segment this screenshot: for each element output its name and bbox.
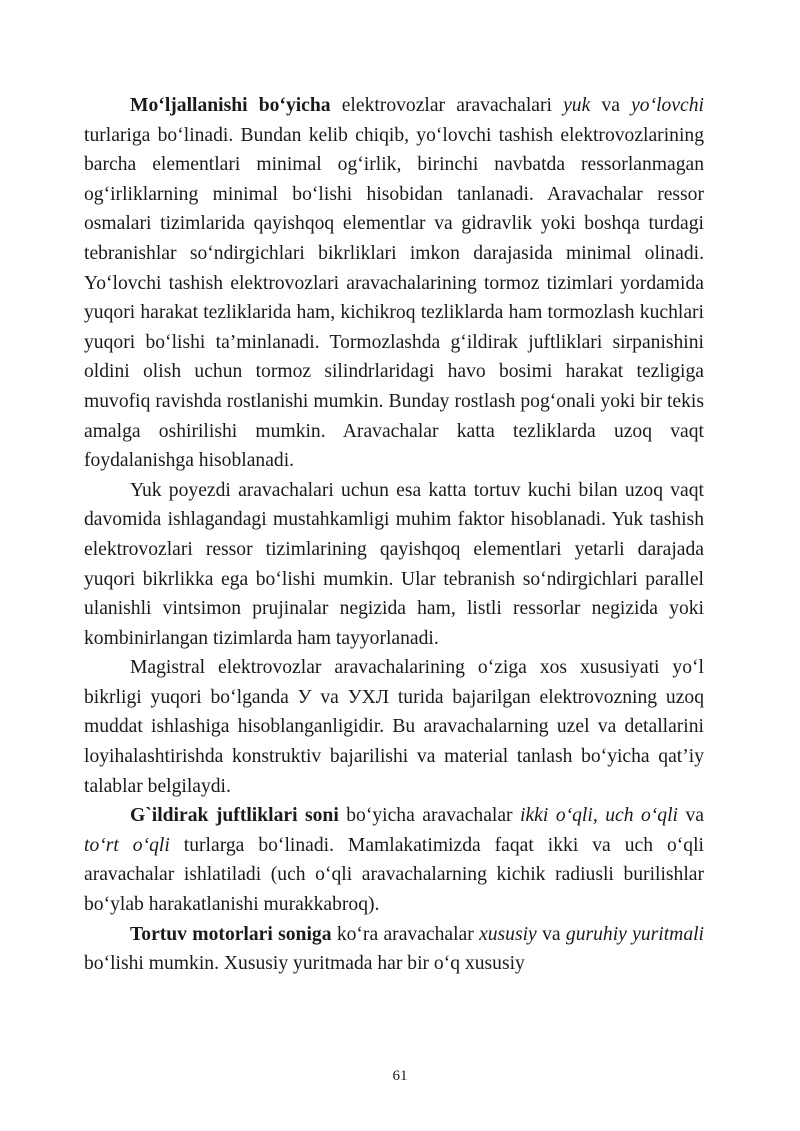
text-run: va [678,805,704,827]
text-run: bo‘lishi mumkin. Xususiy yuritmada har bir o‘q xususiy [84,953,525,975]
term-purpose: Mo‘ljallanishi bo‘yicha [130,95,331,116]
text-run: va [590,95,632,116]
page-body [84,91,704,979]
text-run: bo‘yicha aravachalar [338,805,521,827]
text-run: va [536,923,566,945]
text-run: Yuk poyezdi aravachalari uchun esa katta tortuv kuchi bilan uzoq vaqt davomida ishlagandagi mustahkamligi muhim faktor hisoblanadi. Yuk tashish elektrovozlari ressor tizimlarining qayishqoq elementlari yetarli darajada yuqori bikrlikka ega bo‘lishi mumkin. Ular tebranish so‘ndirgichlari parallel ulanishli vintsimon prujinalar negizida ham, listli ressorlar negizida yoki kombinirlangan tizimlarda ham tayyorlanadi. [84,479,704,649]
paragraph-freight-bogies [84,476,704,654]
term-four-axle: to‘rt o‘qli [84,834,170,856]
term-group-drive: guruhiy yuritmali [565,923,705,945]
paragraph-purpose [84,91,704,476]
term-individual: xususiy [479,923,537,945]
page-number: 61 [392,1068,408,1084]
term-axle-types: ikki o‘qli, uch o‘qli [520,805,678,827]
text-run: Magistral elektrovozlar aravachalarining o‘ziga xos xususiyati yo‘l bikrligi yuqori bo‘lganda У va УХЛ turida bajarilgan elektrovozning uzoq muddat ishlashiga hisoblanganligidir. Bu aravachalarning uzel va detallarini loyihalashtirishda konstruktiv bajarilishi va material tanlash bo‘yicha qat’iy talablar belgilaydi. [84,657,704,797]
paragraph-mainline [84,653,704,801]
term-traction-motors: Tortuv motorlari soniga [130,923,332,945]
term-passenger: yo‘lovchi [631,95,704,116]
text-run: turlariga bo‘linadi. Bundan kelib chiqib, yo‘lovchi tashish elektrovozlarining barcha elementlari minimal og‘irlik, birinchi navbatda ressorlanmagan og‘irliklarning minimal bo‘lishi hisobidan tanlanadi. Aravachalar ressor osmalari tizimlarida qayishqoq elementlar va gidravlik yoki boshqa turdagi tebranishlar so‘ndirgichlari bikrliklari imkon darajasida minimal olinadi. Yo‘lovchi tashish elektrovozlari aravachalarining tormoz tizimlari yordamida yuqori harakat tezliklarida ham, kichikroq tezliklarda ham tormozlash kuchlari yuqori bo‘lishi ta’minlanadi. Tormozlashda g‘ildirak juftliklari sirpanishini oldini olish uchun tormoz silindrlaridagi havo bosimi harakat tezligiga muvofiq ravishda rostlanishi mumkin. Bunday rostlash pog‘onali yoki bir tekis amalga oshirilishi mumkin. Aravachalar katta tezliklarda uzoq vaqt foydalanishga hisoblanadi. [84,124,704,472]
text-run: turlarga bo‘linadi. Mamlakatimizda faqat ikki va uch o‘qli aravachalar ishlatiladi (uch o‘qli aravachalarning kichik radiusli burilishlar bo‘ylab harakatlanishi murakkabroq). [84,834,704,916]
paragraph-traction-motors [84,920,704,979]
text-run: elektrovozlar aravachalari [330,95,564,116]
paragraph-wheelsets [84,801,704,919]
term-freight: yuk [563,95,591,116]
text-run: ko‘ra aravachalar [331,923,480,945]
term-wheelset-count: G`ildirak juftliklari soni [130,805,339,827]
